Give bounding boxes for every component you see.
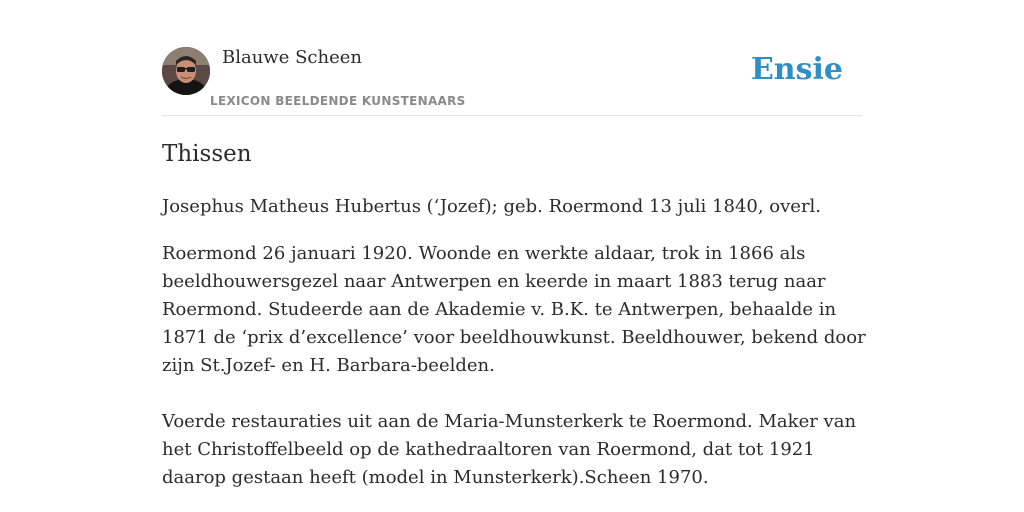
entry-paragraph: Josephus Matheus Hubertus (‘Jozef); geb. Roermond 13 juli 1840, overl. — [162, 196, 822, 217]
author-avatar[interactable] — [162, 47, 210, 95]
header-divider — [162, 115, 862, 116]
collection-label[interactable]: LEXICON BEELDENDE KUNSTENAARS — [210, 94, 466, 108]
entry-paragraph: Voerde restauraties uit aan de Maria-Munsterkerk te Roermond. Maker van het Christoffelbeeld op de kathedraaltoren van Roermond, dat tot 1921 daarop gestaan heeft (model in Munsterkerk).Scheen 1970. — [162, 411, 857, 488]
brand-logo[interactable]: Ensie — [750, 52, 843, 87]
entry-title: Thissen — [162, 141, 252, 167]
author-name[interactable]: Blauwe Scheen — [222, 47, 362, 68]
entry-card — [162, 0, 866, 512]
author-photo-icon — [162, 47, 210, 95]
entry-paragraph: Roermond 26 januari 1920. Woonde en werkte aldaar, trok in 1866 als beeldhouwersgezel naar Antwerpen en keerde in maart 1883 terug naar Roermond. Studeerde aan de Akademie v. B.K. te Antwerpen, behaalde in 1871 de ‘prix d’excellence’ voor beeldhouwkunst. Beeldhouwer, bekend door zijn St.Jozef- en H. Barbara-beelden. — [162, 243, 866, 376]
